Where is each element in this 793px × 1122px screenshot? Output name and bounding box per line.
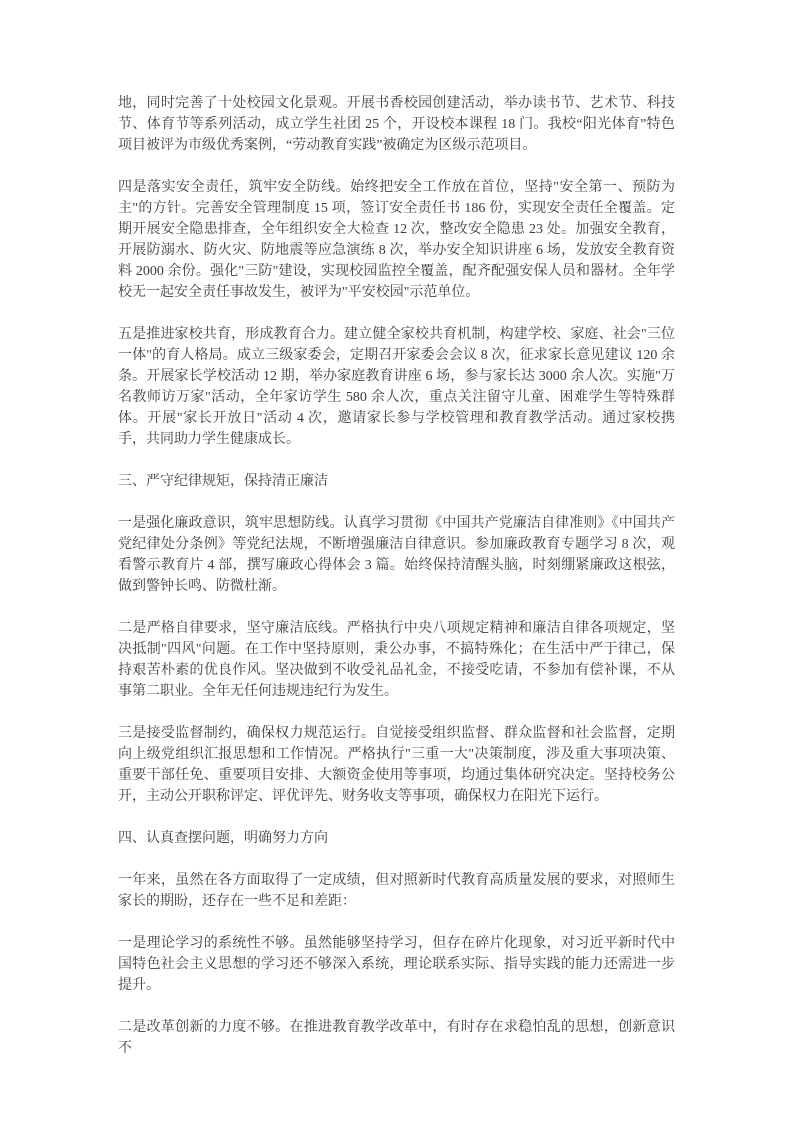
- paragraph-safety-responsibility: 四是落实安全责任，筑牢安全防线。始终把安全工作放在首位，坚持"安全第一、预防为主"的方针。完善安全管理制度 15 项，签订安全责任书 186 份，实现安全责任全覆盖。定期开展安全隐患排查，全年组织安全大检查 12 次，整改安全隐患 23 处。加强安全教育，开展防溺水、防火灾、防地震等应急演练 8 次，举办安全知识讲座 6 场，发放安全教育资料 2000 余份。强化"三防"建设，实现校园监控全覆盖，配齐配强安保人员和器材。全年学校无一起安全责任事故发生，被评为"平安校园"示范单位。: [118, 180, 675, 300]
- paragraph-integrity-awareness: 一是强化廉政意识，筑牢思想防线。认真学习贯彻《中国共产党廉洁自律准则》《中国共产党纪律处分条例》等党纪法规，不断增强廉洁自律意识。参加廉政教育专题学习 8 次，观看警示教育片 4 部，撰写廉政心得体会 3 篇。始终保持清醒头脑，时刻绷紧廉政这根弦，做到警钟长鸣、防微杜渐。: [118, 516, 675, 594]
- paragraph-problem-reform-innovation: 二是改革创新的力度不够。在推进教育教学改革中，有时存在求稳怕乱的思想，创新意识不: [118, 1020, 675, 1056]
- paragraph-self-discipline: 二是严格自律要求，坚守廉洁底线。严格执行中央八项规定精神和廉洁自律各项规定，坚决抵制"四风"问题。在工作中坚持原则，秉公办事，不搞特殊化；在生活中严于律己，保持艰苦朴素的优良作风。坚决做到不收受礼品礼金，不接受吃请，不参加有偿补课，不从事第二职业。全年无任何违规违纪行为发生。: [118, 621, 675, 699]
- paragraph-problem-theory-study: 一是理论学习的系统性不够。虽然能够坚持学习，但存在碎片化现象，对习近平新时代中国特色社会主义思想的学习还不够深入系统，理论联系实际、指导实践的能力还需进一步提升。: [118, 936, 675, 993]
- paragraph-problems-intro: 一年来，虽然在各方面取得了一定成绩，但对照新时代教育高质量发展的要求，对照师生家长的期盼，还存在一些不足和差距：: [118, 873, 675, 909]
- document-text-block: [118, 93, 675, 1059]
- paragraph-supervision: 三是接受监督制约，确保权力规范运行。自觉接受组织监督、群众监督和社会监督，定期向上级党组织汇报思想和工作情况。严格执行"三重一大"决策制度，涉及重大事项决策、重要干部任免、重要项目安排、大额资金使用等事项，均通过集体研究决定。坚持校务公开，主动公开职称评定、评优评先、财务收支等事项，确保权力在阳光下运行。: [118, 726, 675, 804]
- paragraph-continued: 地，同时完善了十处校园文化景观。开展书香校园创建活动，举办读书节、艺术节、科技节、体育节等系列活动，成立学生社团 25 个，开设校本课程 18 门。我校“阳光体育”特色项目被评为市级优秀案例，“劳动教育实践”被确定为区级示范项目。: [118, 96, 675, 153]
- section-heading-problems: 四、认真查摆问题，明确努力方向: [118, 831, 328, 846]
- paragraph-home-school-coeducation: 五是推进家校共育，形成教育合力。建立健全家校共育机制，构建学校、家庭、社会"三位一体"的育人格局。成立三级家委会，定期召开家委会会议 8 次，征求家长意见建议 120 余条。开展家长学校活动 12 期，举办家庭教育讲座 6 场，参与家长达 3000 余人次。实施"万名教师访万家"活动，全年家访学生 580 余人次，重点关注留守儿童、困难学生等特殊群体。开展"家长开放日"活动 4 次，邀请家长参与学校管理和教育教学活动。通过家校携手，共同助力学生健康成长。: [118, 327, 675, 447]
- section-heading-discipline: 三、严守纪律规矩，保持清正廉洁: [118, 474, 328, 489]
